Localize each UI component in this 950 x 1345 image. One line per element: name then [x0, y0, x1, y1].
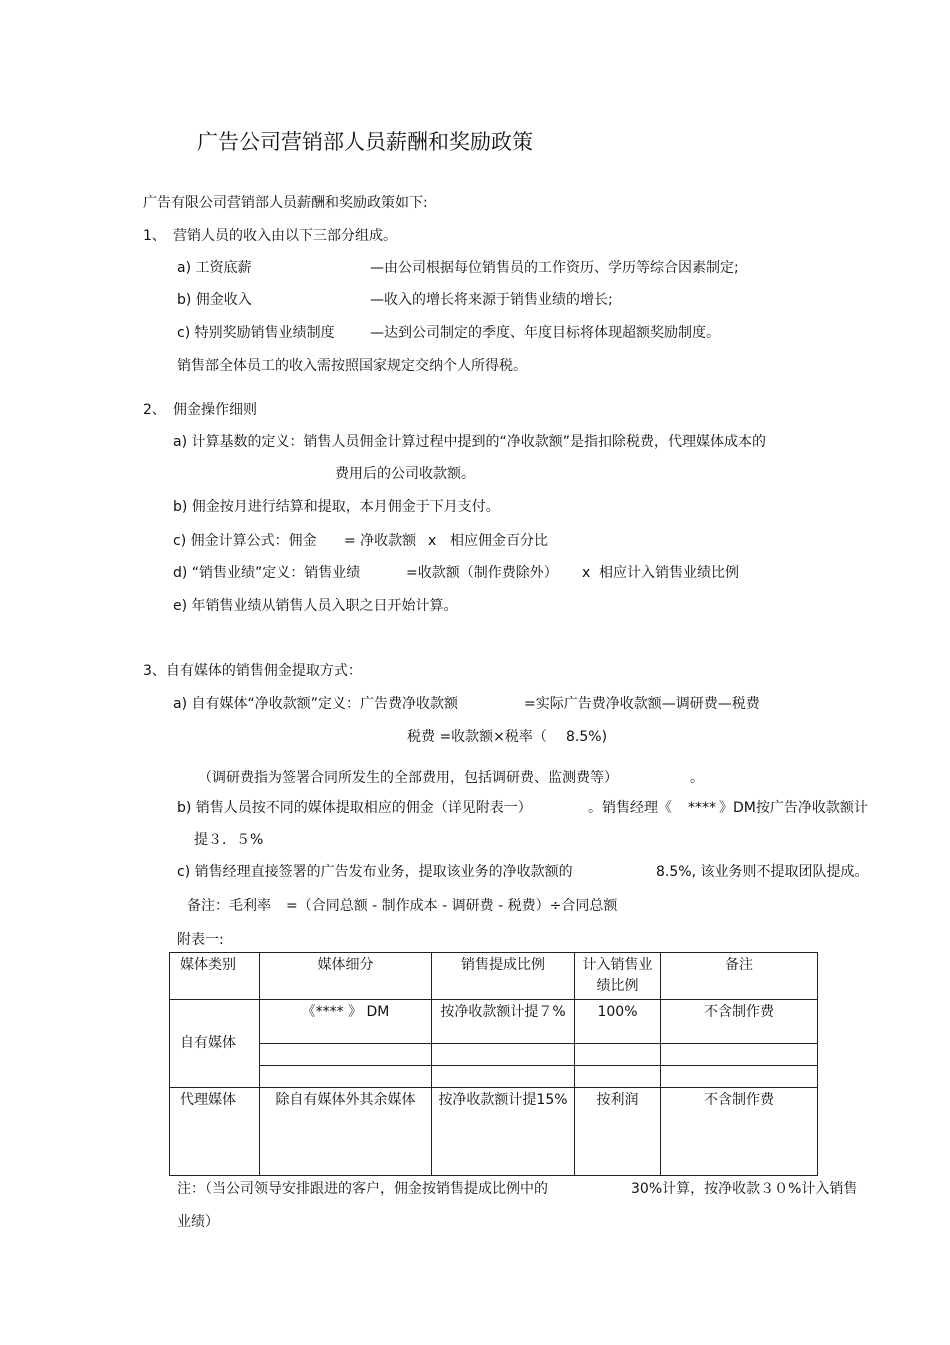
s2-item-e: e) 年销售业绩从销售人员入职之日开始计算。: [173, 598, 458, 614]
empty-cell: [432, 1066, 575, 1088]
s3-item-b-part4: 》DM按广告净收款额计: [719, 800, 868, 816]
s2-item-d-part3: x: [582, 565, 591, 581]
commission-table: [169, 952, 818, 1176]
empty-cell: [575, 1066, 661, 1088]
table-row-empty: [170, 1044, 818, 1066]
empty-cell: [260, 1066, 432, 1088]
s3-item-b-part2: 。销售经理《: [588, 800, 672, 816]
table-cell: 除自有媒体外其余媒体: [260, 1088, 432, 1176]
empty-cell: [661, 1044, 818, 1066]
s1-item-a-desc: —由公司根据每位销售员的工作资历、学历等综合因素制定;: [370, 260, 739, 276]
header-cell: 备注: [661, 953, 818, 1000]
table-cell: 按净收款额计提15%: [432, 1088, 575, 1176]
table-cell: 不含制作费: [661, 1000, 818, 1044]
table-cell: 不含制作费: [661, 1088, 818, 1176]
footnote-line2: 业绩）: [177, 1214, 219, 1230]
table-caption: 附表一:: [177, 932, 224, 948]
table-row: [170, 1088, 818, 1176]
s3-item-a-part1: a) 自有媒体“净收款额”定义：广告费净收款额: [173, 696, 458, 712]
s2-item-a-line2: 费用后的公司收款额。: [335, 466, 475, 482]
s3-tax-part1: 税费 =收款额×税率（: [407, 729, 547, 745]
s2-item-c-part2: = 净收款额: [344, 533, 417, 549]
s2-item-c-part4: 相应佣金百分比: [450, 533, 548, 549]
table-row-empty: [170, 1066, 818, 1088]
section3-heading: 3、自有媒体的销售佣金提取方式：: [143, 663, 362, 679]
section2-heading: 佣金操作细则: [173, 402, 257, 418]
s3-memo-part1: 备注：毛利率: [187, 898, 271, 914]
footnote-part2: 30%计算，按净收款３０%计入销售: [631, 1181, 858, 1197]
s3-item-b-part3: ****: [688, 800, 716, 816]
header-cell: 媒体类别: [170, 953, 260, 1000]
s2-item-d-part2: =收款额（制作费除外）: [406, 565, 558, 581]
s3-memo-part2: =（合同总额 - 制作成本 - 调研费 - 税费）÷合同总额: [286, 898, 618, 914]
section1-number: 1、: [143, 228, 166, 244]
s2-item-b: b) 佣金按月进行结算和提取，本月佣金于下月支付。: [173, 499, 500, 515]
s1-item-b-label: b) 佣金收入: [177, 292, 252, 308]
s1-item-c-desc: —达到公司制定的季度、年度目标将体现超额奖励制度。: [370, 325, 720, 341]
s2-item-c-part3: x: [428, 533, 437, 549]
table-row: [170, 1000, 818, 1044]
s3-item-b-part1: b) 销售人员按不同的媒体提取相应的佣金（详见附表一）: [177, 800, 532, 816]
header-cell: 销售提成比例: [432, 953, 575, 1000]
empty-cell: [661, 1066, 818, 1088]
s3-tax-part2: 8.5%): [566, 729, 608, 745]
s3-item-c-part1: c) 销售经理直接签署的广告发布业务，提取该业务的净收款额的: [177, 864, 573, 880]
page-title: 广告公司营销部人员薪酬和奖励政策: [197, 130, 533, 154]
s1-item-b-desc: —收入的增长将来源于销售业绩的增长;: [370, 292, 613, 308]
s3-item-c-part2: 8.5%, 该业务则不提取团队提成。: [656, 864, 869, 880]
s1-item-a-label: a) 工资底薪: [177, 260, 252, 276]
table-cell: 按净收款额计提７%: [432, 1000, 575, 1044]
s3-item-b-line2: 提３．５%: [194, 832, 264, 848]
s2-item-a-line1: a) 计算基数的定义：销售人员佣金计算过程中提到的“净收款额”是指扣除税费，代理媒体成本的: [173, 434, 766, 450]
footnote-part1: 注：（当公司领导安排跟进的客户，佣金按销售提成比例中的: [177, 1181, 548, 1197]
header-cell: 计入销售业绩比例: [575, 953, 661, 1000]
section2-number: 2、: [143, 402, 166, 418]
empty-cell: [432, 1044, 575, 1066]
empty-cell: [575, 1044, 661, 1066]
s3-research-note-end: 。: [690, 770, 704, 786]
empty-cell: [260, 1044, 432, 1066]
s1-tax-note: 销售部全体员工的收入需按照国家规定交纳个人所得税。: [177, 358, 527, 374]
table-header-row: [170, 953, 818, 1000]
s3-item-a-part2: =实际广告费净收款额—调研费—税费: [524, 696, 760, 712]
intro-text: 广告有限公司营销部人员薪酬和奖励政策如下:: [143, 195, 428, 211]
media-category-cell: 自有媒体: [170, 1000, 260, 1088]
section1-heading: 营销人员的收入由以下三部分组成。: [173, 228, 397, 244]
media-category-cell: 代理媒体: [170, 1088, 260, 1176]
s2-item-c-part1: c) 佣金计算公式：佣金: [173, 533, 317, 549]
s1-item-c-label: c) 特别奖励销售业绩制度: [177, 325, 335, 341]
s3-research-note: （调研费指为签署合同所发生的全部费用，包括调研费、监测费等）: [198, 770, 618, 786]
table-cell: 《**** 》 DM: [260, 1000, 432, 1044]
table-cell: 100%: [575, 1000, 661, 1044]
table-cell: 按利润: [575, 1088, 661, 1176]
header-cell: 媒体细分: [260, 953, 432, 1000]
s2-item-d-part1: d) “销售业绩”定义：销售业绩: [173, 565, 361, 581]
s2-item-d-part4: 相应计入销售业绩比例: [599, 565, 739, 581]
